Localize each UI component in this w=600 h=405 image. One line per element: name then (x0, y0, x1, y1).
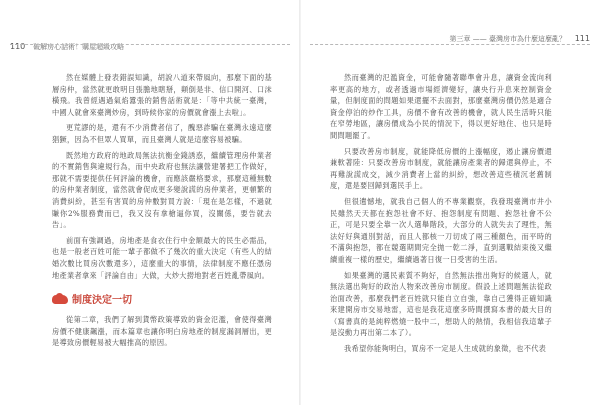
left-header-rule (10, 44, 290, 45)
paragraph: 然而臺灣的氾濫資金，可能會隨著聯準會升息，讓資金流向利率更高的地方，或者透過市場經濟變好，讓央行升息來控制資金量，但制度面的問題如果還擺不去面對，那麼臺灣房價仍然是適合資金停泊的炒作工具，房價不會有改善的機會，就人民生活時只能在窄勞地區，讓房價成為小民的情況下，得以更好地住、也只是時間問題罷了。 (330, 73, 552, 140)
book-gutter (299, 0, 301, 405)
paragraph: 但很遺憾地，就我自己個人的不專業觀察，我發現臺灣市井小民雖然天天都在抱怨社會不好、抱怨制度有問題、抱怨社會不公正，可是只要全靠一次人選舉階段，大部分的人就失去了理性，無法好好與通別對話，而且人都核一刀切成了兩三種顏色，而平時的不滿與抱怨，都在競選期間完全拋一乾二淨，直到選戰結束後又繼續重複一樣的歷史，繼續過著日復一日受害的生活。 (330, 196, 552, 264)
section-heading-text: 制度決定一切 (72, 295, 132, 307)
cloud-icon (52, 293, 68, 305)
left-page-number: 110 (10, 42, 26, 51)
paragraph: 從第二章，我們了解到貨幣政策導致的資金氾濫，會使得臺灣房價不健康飆漲，而本篇章也讓你明白房地產的制度漏洞層出，更是導致房價輕易被大幅推高的原因。 (52, 315, 272, 348)
paragraph: 我希望你能夠明白，買房不一定是人生成就的象徵，也不代表 (344, 344, 547, 354)
right-page-number: 111 (574, 34, 590, 43)
left-page-body (52, 72, 272, 353)
paragraph: 如果臺灣的選民素質不夠好，自然無法推出夠好的候選人，就無法選出夠好的政治人物來改善房市制度。假設上述問題無法從政治面改善，那麼我們老百姓就只能自立自強，靠自己獲得正確知識來建開房市交易地雷，這也是我花這麼多時間撰寫本書的最大目的（寫書真的是純粹燃燒一股中二，想助人的熱情，我相信我這輩子是沒動力再出第二本了）。 (330, 270, 552, 338)
section-heading (52, 291, 272, 306)
left-page-header (10, 34, 290, 51)
right-page-header (310, 34, 590, 48)
paragraph: 然在媒體上發表錯誤知識，胡說八道來帶風向，那麼下面的基層房仲，當然就更敢明目張膽地瞎掰，顛倒是非、信口開河、口沫橫飛。我曾經遇過氣焰囂張的銷售話術就是：「等中共統一臺灣，中國人就會來臺灣炒房，到時候你家的房價就會漲上去啦」。 (52, 73, 272, 117)
left-running-title: 破解房心話術！購屋超級攻略 (33, 43, 125, 51)
paragraph: 更荒謬的是，還有不少消費者信了，醜惡詐騙在臺灣永遠這麼猖獗，因為不但眾人買單，而且臺灣人就是這麼容易被騙。 (52, 123, 272, 144)
paragraph: 只要改善房市制度，就能降低房價的上漲幅度，遏止讓房價還兼軟著陸：只要改善房市制度，就能讓房產業者的歸還與停止，不再雞說謊成交，減少消費者上當的糾紛，想改善這些積沉老舊制度，還是要回歸到選民手上。 (330, 146, 552, 191)
right-header-rule (310, 44, 590, 45)
right-page-body (330, 72, 552, 359)
paragraph: 既然地方政府的地政局無法抗衡金錢誘惑，繼續管理房仲業者的不實銷售與違規行為，而中央政府也無法讓營建署把工作做好，那就不需要提供任何評論的機會，而應該嚴格要求，那麼這種無數的房仲業者制度，當然就會促成更多變說謊的房仲業者，更頓繁的消費糾紛，甚至有害買的房仲數對買方說：「現在是怎樣，不過就賺你2%服務費而已，我又沒有拿槍逼你買，沒關係，要告就去告」。 (52, 150, 272, 230)
paragraph: 前面有強調過，房地產是食衣住行中金額最大的民生必需品，也是一般老百姓可能一輩子都做不了幾次的重大決定（有些人的結婚次數比買房次數還多），這麼重大的事情，法律制度不應任憑房地產業者拿來「評論自由」大做，大炒大撈地對老百姓亂帶風向。 (52, 235, 272, 280)
right-running-title: 第三章 —— 臺灣房市為什麼這麼亂？ (449, 35, 566, 43)
